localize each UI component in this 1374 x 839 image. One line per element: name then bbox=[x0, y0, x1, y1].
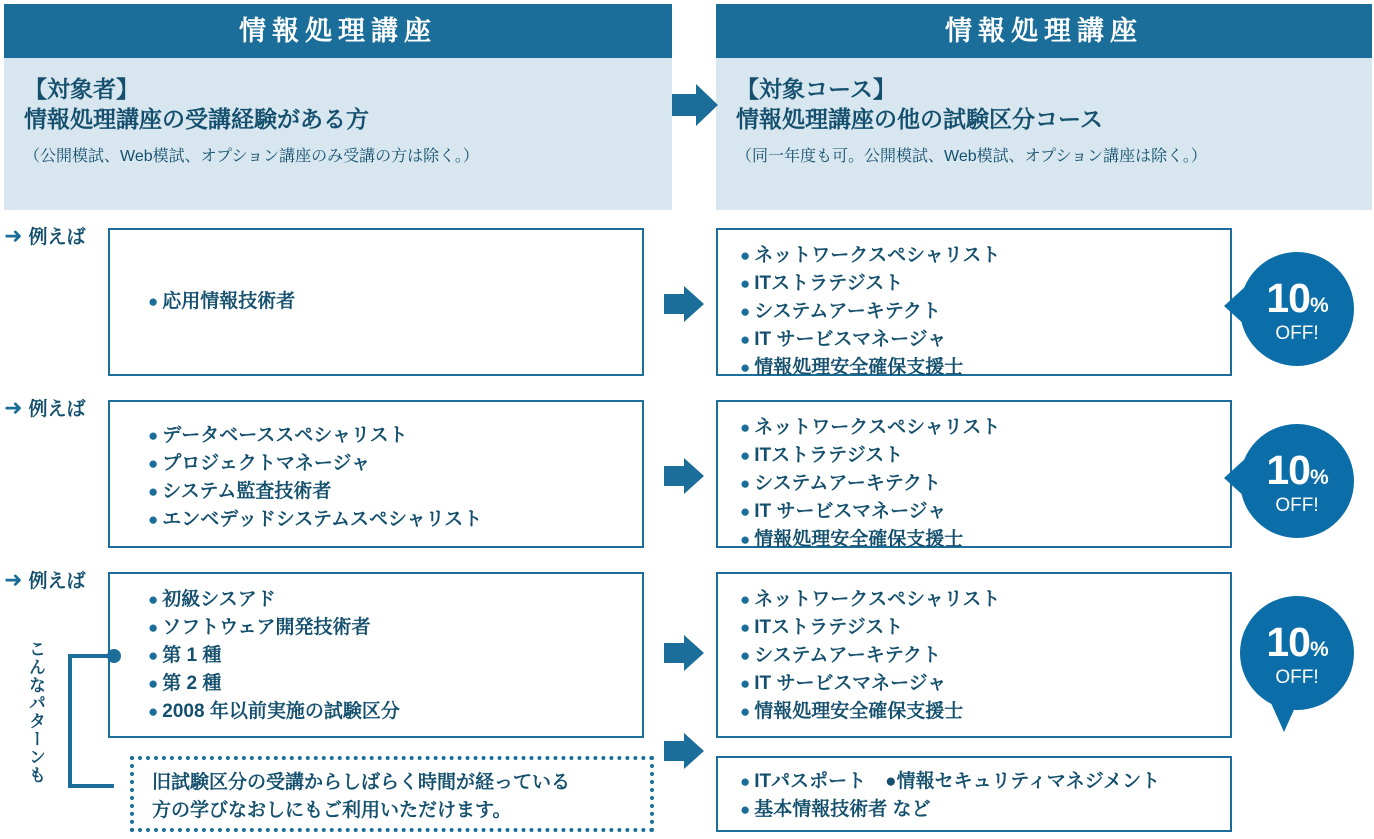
list-item: ● 2008 年以前実施の試験区分 bbox=[148, 700, 400, 722]
arrow-right-icon: ➜ bbox=[4, 395, 23, 420]
row-arrow-icon-1 bbox=[664, 285, 704, 323]
list-item: ● 第 1 種 bbox=[148, 644, 222, 666]
list-item: ● 初級シスアド bbox=[148, 589, 276, 610]
bullet-icon: ● bbox=[148, 701, 159, 721]
header-left-note: （公開模試、Web模試、オプション講座のみ受講の方は除く。） bbox=[24, 147, 479, 165]
bullet-icon: ● bbox=[740, 701, 751, 721]
list-item: ● 応用情報技術者 bbox=[148, 291, 296, 312]
row-arrow-icon-2 bbox=[664, 457, 704, 495]
header-right-body bbox=[716, 58, 1372, 210]
badge-number: 10% bbox=[1266, 275, 1328, 321]
bullet-icon: ● bbox=[740, 673, 751, 693]
right-box-2 bbox=[716, 400, 1232, 548]
badge-off: OFF! bbox=[1275, 667, 1319, 688]
row-arrow-icon-3 bbox=[664, 634, 704, 672]
pattern-bracket bbox=[48, 636, 128, 804]
bullet-icon: ● bbox=[740, 357, 751, 377]
pattern-label: こんなパターンも bbox=[26, 640, 45, 784]
left-list-2 bbox=[148, 422, 642, 534]
bullet-icon: ● bbox=[148, 590, 159, 609]
footer-right-list bbox=[740, 768, 1230, 824]
right-list-2 bbox=[740, 414, 1230, 554]
list-item: ● IT サービスマネージャ bbox=[740, 500, 947, 522]
badge-off: OFF! bbox=[1275, 495, 1319, 516]
bullet-icon: ● bbox=[740, 799, 751, 819]
bullet-icon: ● bbox=[148, 673, 159, 693]
footer-note-box bbox=[130, 756, 654, 832]
list-item: ● ITストラテジスト bbox=[740, 272, 904, 294]
header-arrow-icon bbox=[672, 82, 718, 128]
bullet-icon: ● bbox=[740, 645, 751, 665]
right-box-3 bbox=[716, 572, 1232, 738]
right-box-1 bbox=[716, 228, 1232, 376]
left-list-3 bbox=[148, 586, 642, 726]
example-label-2: ➜ 例えば bbox=[4, 395, 86, 420]
bullet-icon: ● bbox=[740, 246, 751, 265]
list-item: ● 情報処理安全確保支援士 bbox=[740, 700, 964, 722]
header-right bbox=[716, 4, 1372, 210]
badge-number: 10% bbox=[1266, 447, 1328, 493]
list-item: ● IT サービスマネージャ bbox=[740, 672, 947, 694]
bullet-icon: ● bbox=[148, 292, 159, 311]
bullet-icon: ● bbox=[740, 772, 751, 791]
bullet-icon: ● bbox=[740, 329, 751, 349]
list-item: ● システムアーキテクト bbox=[740, 472, 942, 494]
left-box-3 bbox=[108, 572, 644, 738]
arrow-right-icon: ➜ bbox=[4, 223, 23, 248]
footer-note-line1: 旧試験区分の受講からしばらく時間が経っている bbox=[152, 772, 571, 793]
header-left-body bbox=[4, 58, 672, 210]
bullet-icon: ● bbox=[740, 473, 751, 493]
header-left-line1: 【対象者】 bbox=[24, 76, 139, 102]
list-item: ● ネットワークスペシャリスト bbox=[740, 589, 1001, 610]
header-left-title: 情報処理講座 bbox=[4, 4, 672, 58]
bullet-icon: ● bbox=[148, 481, 159, 501]
list-item: ● IT サービスマネージャ bbox=[740, 328, 947, 350]
header-right-line2: 情報処理講座の他の試験区分コース bbox=[736, 106, 1103, 133]
row-arrow-icon-4 bbox=[664, 732, 704, 770]
left-box-1 bbox=[108, 228, 644, 376]
right-list-3 bbox=[740, 586, 1230, 726]
bullet-icon: ● bbox=[148, 617, 159, 637]
header-right-note: （同一年度も可。公開模試、Web模試、オプション講座は除く。） bbox=[736, 147, 1207, 165]
header-left bbox=[4, 4, 672, 210]
list-item: ● ソフトウェア開発技術者 bbox=[148, 616, 371, 638]
list-item: ● ITパスポート ●情報セキュリティマネジメント bbox=[740, 771, 1161, 792]
list-item: ● データベーススペシャリスト bbox=[148, 425, 408, 446]
list-item: ● プロジェクトマネージャ bbox=[148, 452, 371, 474]
bullet-icon: ● bbox=[148, 645, 159, 665]
list-item: ● 情報処理安全確保支援士 bbox=[740, 356, 964, 378]
arrow-right-icon: ➜ bbox=[4, 567, 23, 592]
badge-circle bbox=[1240, 596, 1354, 710]
bullet-icon: ● bbox=[740, 617, 751, 637]
list-item: ● システムアーキテクト bbox=[740, 300, 942, 322]
list-item: ● ITストラテジスト bbox=[740, 444, 904, 466]
badge-circle bbox=[1240, 252, 1354, 366]
bullet-icon: ● bbox=[740, 590, 751, 609]
right-list-1 bbox=[740, 242, 1230, 382]
list-item: ● ITストラテジスト bbox=[740, 616, 904, 638]
badge-off: OFF! bbox=[1275, 323, 1319, 344]
discount-badge-2 bbox=[1240, 424, 1354, 538]
bullet-icon: ● bbox=[740, 529, 751, 549]
discount-badge-3 bbox=[1240, 596, 1354, 710]
list-item: ● エンベデッドシステムスペシャリスト bbox=[148, 508, 483, 530]
bullet-icon: ● bbox=[148, 426, 159, 445]
badge-number: 10% bbox=[1266, 619, 1328, 665]
bullet-icon: ● bbox=[740, 501, 751, 521]
bullet-icon: ● bbox=[148, 453, 159, 473]
example-label-3: ➜ 例えば bbox=[4, 567, 86, 592]
list-item: ● 情報処理安全確保支援士 bbox=[740, 528, 964, 550]
bullet-icon: ● bbox=[148, 509, 159, 529]
footer-right-box bbox=[716, 756, 1232, 832]
list-item: ● ネットワークスペシャリスト bbox=[740, 245, 1001, 266]
left-box-2 bbox=[108, 400, 644, 548]
list-item: ● 基本情報技術者 など bbox=[740, 798, 931, 820]
header-right-line1: 【対象コース】 bbox=[736, 76, 896, 102]
header-left-line2: 情報処理講座の受講経験がある方 bbox=[24, 106, 369, 133]
bullet-icon: ● bbox=[740, 273, 751, 293]
list-item: ● システム監査技術者 bbox=[148, 480, 332, 502]
bullet-icon: ● bbox=[740, 445, 751, 465]
left-list-1 bbox=[148, 288, 642, 316]
badge-circle bbox=[1240, 424, 1354, 538]
discount-badge-1 bbox=[1240, 252, 1354, 366]
bullet-icon: ● bbox=[740, 418, 751, 437]
header-right-title: 情報処理講座 bbox=[716, 4, 1372, 58]
footer-note-line2: 方の学びなおしにもご利用いただけます。 bbox=[152, 799, 512, 821]
bullet-icon: ● bbox=[740, 301, 751, 321]
list-item: ● 第 2 種 bbox=[148, 672, 222, 694]
list-item: ● ネットワークスペシャリスト bbox=[740, 417, 1001, 438]
list-item: ● システムアーキテクト bbox=[740, 644, 942, 666]
example-label-1: ➜ 例えば bbox=[4, 223, 86, 248]
